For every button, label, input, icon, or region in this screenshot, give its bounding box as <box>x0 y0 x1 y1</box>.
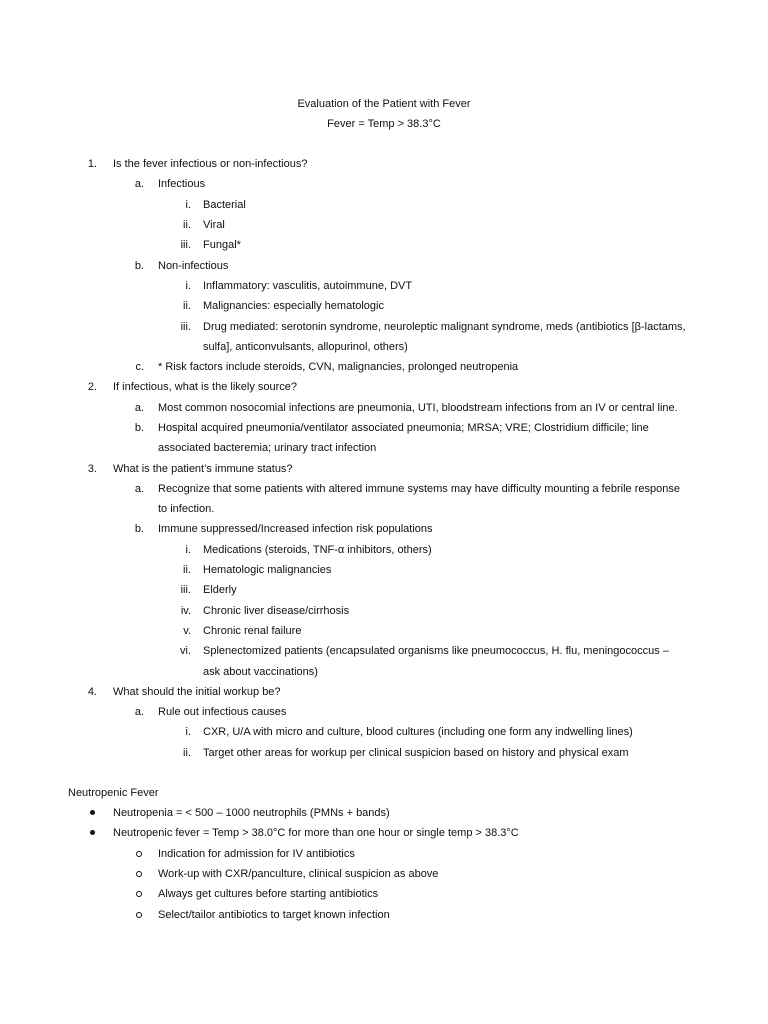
outline-marker: b. <box>134 422 144 434</box>
outline-marker: b. <box>134 523 144 535</box>
outline-item: Malignancies: especially hematologic <box>203 300 384 312</box>
outline-item: Fungal* <box>203 239 241 251</box>
outline-marker: i. <box>185 544 191 556</box>
outline-item: CXR, U/A with micro and culture, blood cultures (including one form any indwelling lines) <box>203 726 633 738</box>
outline-item: Medications (steroids, TNF-α inhibitors, others) <box>203 544 432 556</box>
sub-bullet-item: Indication for admission for IV antibiotics <box>158 848 355 860</box>
outline-marker: ii. <box>183 300 191 312</box>
outline-marker: vi. <box>180 645 191 657</box>
sub-bullet-item: Always get cultures before starting antibiotics <box>158 888 379 900</box>
outline-item: Chronic liver disease/cirrhosis <box>203 605 350 617</box>
section-heading: Neutropenic Fever <box>68 787 159 799</box>
bullet-icon <box>90 810 95 815</box>
outline-item: Immune suppressed/Increased infection risk populations <box>158 523 433 535</box>
document-subtitle: Fever = Temp > 38.3°C <box>327 118 441 130</box>
hollow-bullet-icon <box>136 891 142 897</box>
outline-marker: 3. <box>87 463 97 475</box>
outline-item: Chronic renal failure <box>203 625 302 637</box>
outline-item: What should the initial workup be? <box>113 686 281 698</box>
outline-marker: i. <box>185 280 191 292</box>
outline-marker: b. <box>134 260 144 272</box>
outline-marker: ii. <box>183 219 191 231</box>
sub-bullet-item: Work-up with CXR/panculture, clinical suspicion as above <box>158 868 439 880</box>
outline-marker: 2. <box>87 381 97 393</box>
outline-marker: a. <box>134 483 144 495</box>
outline-marker: v. <box>183 625 191 637</box>
sub-bullet-item: Select/tailor antibiotics to target known infection <box>158 909 390 921</box>
outline-item: Splenectomized patients (encapsulated organisms like pneumococcus, H. flu, meningococcus – <box>203 645 669 657</box>
outline-marker: ii. <box>183 564 191 576</box>
outline-marker: a. <box>134 178 144 190</box>
hollow-bullet-icon <box>136 912 142 918</box>
outline-item: Rule out infectious causes <box>158 706 287 718</box>
outline-item-continuation: ask about vaccinations) <box>203 666 318 678</box>
outline-marker: a. <box>134 402 144 414</box>
outline-marker: iii. <box>180 239 191 251</box>
outline-item: Viral <box>203 219 225 231</box>
hollow-bullet-icon <box>136 851 142 857</box>
bullet-item: Neutropenia = < 500 – 1000 neutrophils (PMNs + bands) <box>113 807 390 819</box>
outline-item: Hematologic malignancies <box>203 564 332 576</box>
outline-marker: ii. <box>183 747 191 759</box>
outline-item: Most common nosocomial infections are pneumonia, UTI, bloodstream infections from an IV or central line. <box>158 402 678 414</box>
outline-item-continuation: to infection. <box>158 503 215 515</box>
outline-marker: a. <box>134 706 144 718</box>
outline-marker: 1. <box>87 158 97 170</box>
outline-item: Drug mediated: serotonin syndrome, neuroleptic malignant syndrome, meds (antibiotics [β-lactams, <box>203 321 686 333</box>
document-title: Evaluation of the Patient with Fever <box>297 98 471 110</box>
outline-item: Hospital acquired pneumonia/ventilator associated pneumonia; MRSA; VRE; Clostridium difficile; line <box>158 422 649 434</box>
outline-marker: iii. <box>180 584 191 596</box>
outline-item: Bacterial <box>203 199 246 211</box>
outline-item: Is the fever infectious or non-infectious? <box>113 158 308 170</box>
outline-item: Non-infectious <box>158 260 229 272</box>
outline-marker: iv. <box>180 605 191 617</box>
outline-item: Elderly <box>203 584 237 596</box>
outline-item: Recognize that some patients with altered immune systems may have difficulty mounting a febrile response <box>158 483 680 495</box>
outline-item: Inflammatory: vasculitis, autoimmune, DVT <box>203 280 413 292</box>
outline-item: If infectious, what is the likely source? <box>113 381 298 393</box>
outline-item-continuation: associated bacteremia; urinary tract infection <box>158 442 377 454</box>
outline-item: Target other areas for workup per clinical suspicion based on history and physical exam <box>203 747 629 759</box>
outline-marker: i. <box>185 199 191 211</box>
outline-marker: i. <box>185 726 191 738</box>
outline-marker: 4. <box>87 686 97 698</box>
outline-marker: iii. <box>180 321 191 333</box>
bullet-icon <box>90 830 95 835</box>
outline-marker: c. <box>135 361 144 373</box>
bullet-item: Neutropenic fever = Temp > 38.0°C for more than one hour or single temp > 38.3°C <box>113 827 519 839</box>
outline-item: Infectious <box>158 178 206 190</box>
outline-item: What is the patient’s immune status? <box>113 463 293 475</box>
outline-item-continuation: sulfa], anticonvulsants, allopurinol, others) <box>203 341 408 353</box>
hollow-bullet-icon <box>136 871 142 877</box>
outline-item: * Risk factors include steroids, CVN, malignancies, prolonged neutropenia <box>158 361 519 373</box>
